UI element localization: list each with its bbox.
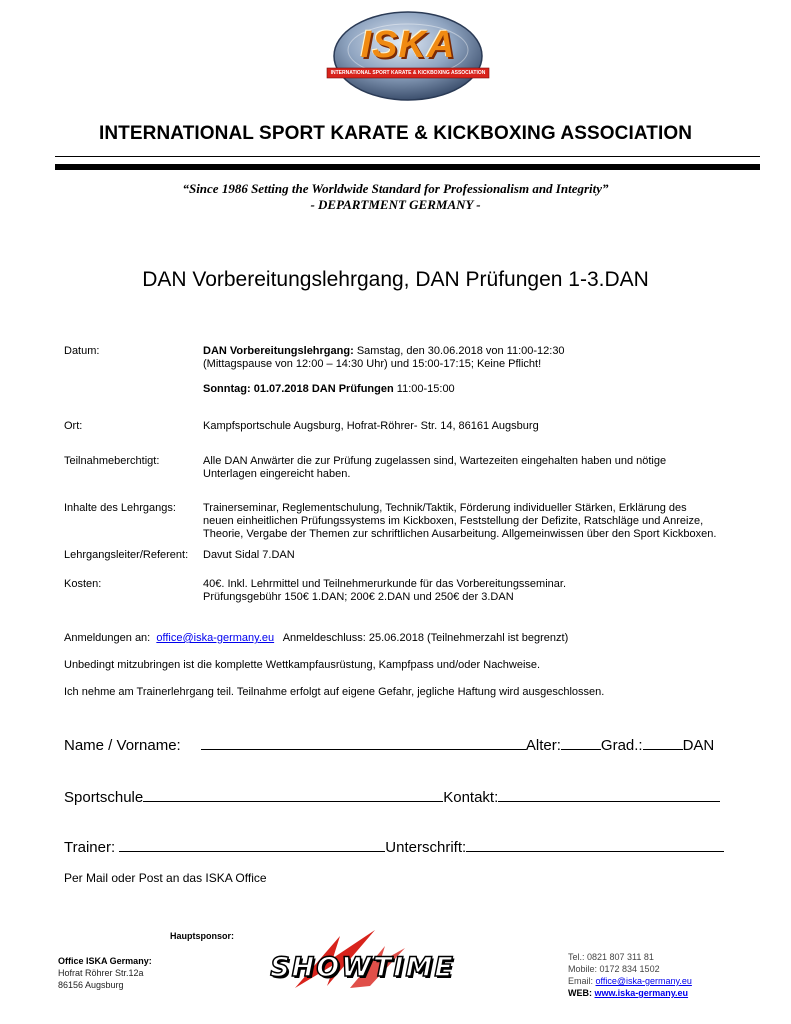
sportschule-field[interactable] [143,788,443,802]
form-row-sportschule [64,788,720,807]
kontakt-label: Kontakt: [443,789,499,806]
kosten-value [203,578,763,604]
datum-label: Datum: [64,345,100,357]
contact-info [568,951,692,999]
datum-exam-title: Sonntag: 01.07.2018 DAN Prüfungen [203,383,394,395]
page-title: DAN Vorbereitungslehrgang, DAN Prüfungen 1-3.DAN [142,268,649,291]
divider-thick [55,164,760,170]
datum-course-time: Samstag, den 30.06.2018 von 11:00-12:30 [353,345,565,357]
ort-value: Kampfsportschule Augsburg, Hofrat-Röhrer- Str. 14, 86161 Augsburg [203,420,539,432]
registration-prefix: Anmeldungen an: [64,632,151,644]
trainer-field[interactable] [119,838,385,852]
sponsor-label: Hauptsponsor: [170,931,234,941]
send-note: Per Mail oder Post an das ISKA Office [64,871,267,885]
ort-label: Ort: [64,420,83,432]
kosten-label: Kosten: [64,578,102,590]
teilnahme-value [203,455,763,481]
sponsor-logo [255,928,470,993]
office-city: 86156 Augsburg [58,980,124,990]
org-title: INTERNATIONAL SPORT KARATE & KICKBOXING ASSOCIATION [98,123,693,144]
name-field[interactable] [201,736,526,750]
datum-break: (Mittagspause von 12:00 – 14:30 Uhr) und 15:00-17:15; Keine Pflicht! [203,358,542,370]
registration-email-link[interactable]: office@iska-germany.eu [156,632,275,644]
dan-label: DAN [682,737,715,754]
divider-thin [55,156,760,157]
office-street: Hofrat Röhrer Str.12a [58,968,144,978]
teilnahme-label: Teilnahmeberchtigt: [64,455,160,467]
datum-value [203,345,763,396]
contact-web-label: WEB: [568,988,592,998]
registration-deadline: Anmeldeschluss: 25.06.2018 (Teilnehmerzahl ist begrenzt) [282,632,569,644]
contact-email-label: Email: [568,976,594,986]
contact-tel: Tel.: 0821 807 311 81 [568,952,654,962]
leiter-value: Davut Sidal 7.DAN [203,549,295,561]
sportschule-label: Sportschule [64,789,144,806]
bring-note: Unbedingt mitzubringen ist die komplette Wettkampfausrüstung, Kampfpass und/oder Nachweise. [64,659,541,671]
slogan-line2: - DEPARTMENT GERMANY - [310,197,481,212]
registration-line [64,632,764,645]
iska-logo-text: ISKA [360,24,456,66]
alter-label: Alter: [525,737,561,754]
leiter-label: Lehrgangsleiter/Referent: [64,549,189,561]
alter-field[interactable] [561,736,601,750]
contact-mobile: Mobile: 0172 834 1502 [568,964,660,974]
inhalte-line3: Theorie, Vergabe der Themen zur schriftlichen Ausarbeitung. Allgemeinwissen über den Sport Kickboxen. [203,528,717,540]
teilnahme-line1: Alle DAN Anwärter die zur Prüfung zugelassen sind, Wartezeiten eingehalten haben und nötige [203,455,667,467]
teilnahme-line2: Unterlagen eingereicht haben. [203,468,351,480]
contact-email-link[interactable]: office@iska-germany.eu [595,976,692,986]
trainer-label: Trainer: [64,839,116,856]
datum-course-title: DAN Vorbereitungslehrgang: [203,345,354,357]
contact-web-link[interactable]: www.iska-germany.eu [594,988,689,998]
office-address [58,955,152,991]
grad-label: Grad.: [600,737,643,754]
kontakt-field[interactable] [498,788,720,802]
iska-logo-subtext: INTERNATIONAL SPORT KARATE & KICKBOXING ASSOCIATION [330,70,486,76]
slogan-line1: “Since 1986 Setting the Worldwide Standard for Professionalism and Integrity” [182,181,609,196]
iska-logo [323,10,493,102]
slogan [0,181,791,213]
inhalte-line1: Trainerseminar, Reglementschulung, Technik/Taktik, Förderung individueller Stärken, Erklärung des [203,502,687,514]
inhalte-line2: neuen einheitlichen Prüfungssystems im Kickboxen, Feststellung der Defizite, Ratschläge und Anreize, [203,515,704,527]
disclaimer: Ich nehme am Trainerlehrgang teil. Teilnahme erfolgt auf eigene Gefahr, jegliche Haftung wird ausgeschlossen. [64,686,605,698]
inhalte-value [203,502,763,541]
grad-field[interactable] [643,736,683,750]
unterschrift-field[interactable] [466,838,724,852]
kosten-line1: 40€. Inkl. Lehrmittel und Teilnehmerurkunde für das Vorbereitungsseminar. [203,578,567,590]
name-label: Name / Vorname: [64,737,181,754]
sponsor-name: SHOWTIME [270,952,455,983]
datum-exam-time: 11:00-15:00 [393,383,455,395]
unterschrift-label: Unterschrift: [385,839,467,856]
form-row-name [64,736,714,755]
office-title: Office ISKA Germany: [58,956,152,966]
inhalte-label: Inhalte des Lehrgangs: [64,502,176,514]
kosten-line2: Prüfungsgebühr 150€ 1.DAN; 200€ 2.DAN und 250€ der 3.DAN [203,591,514,603]
form-row-trainer [64,838,724,857]
